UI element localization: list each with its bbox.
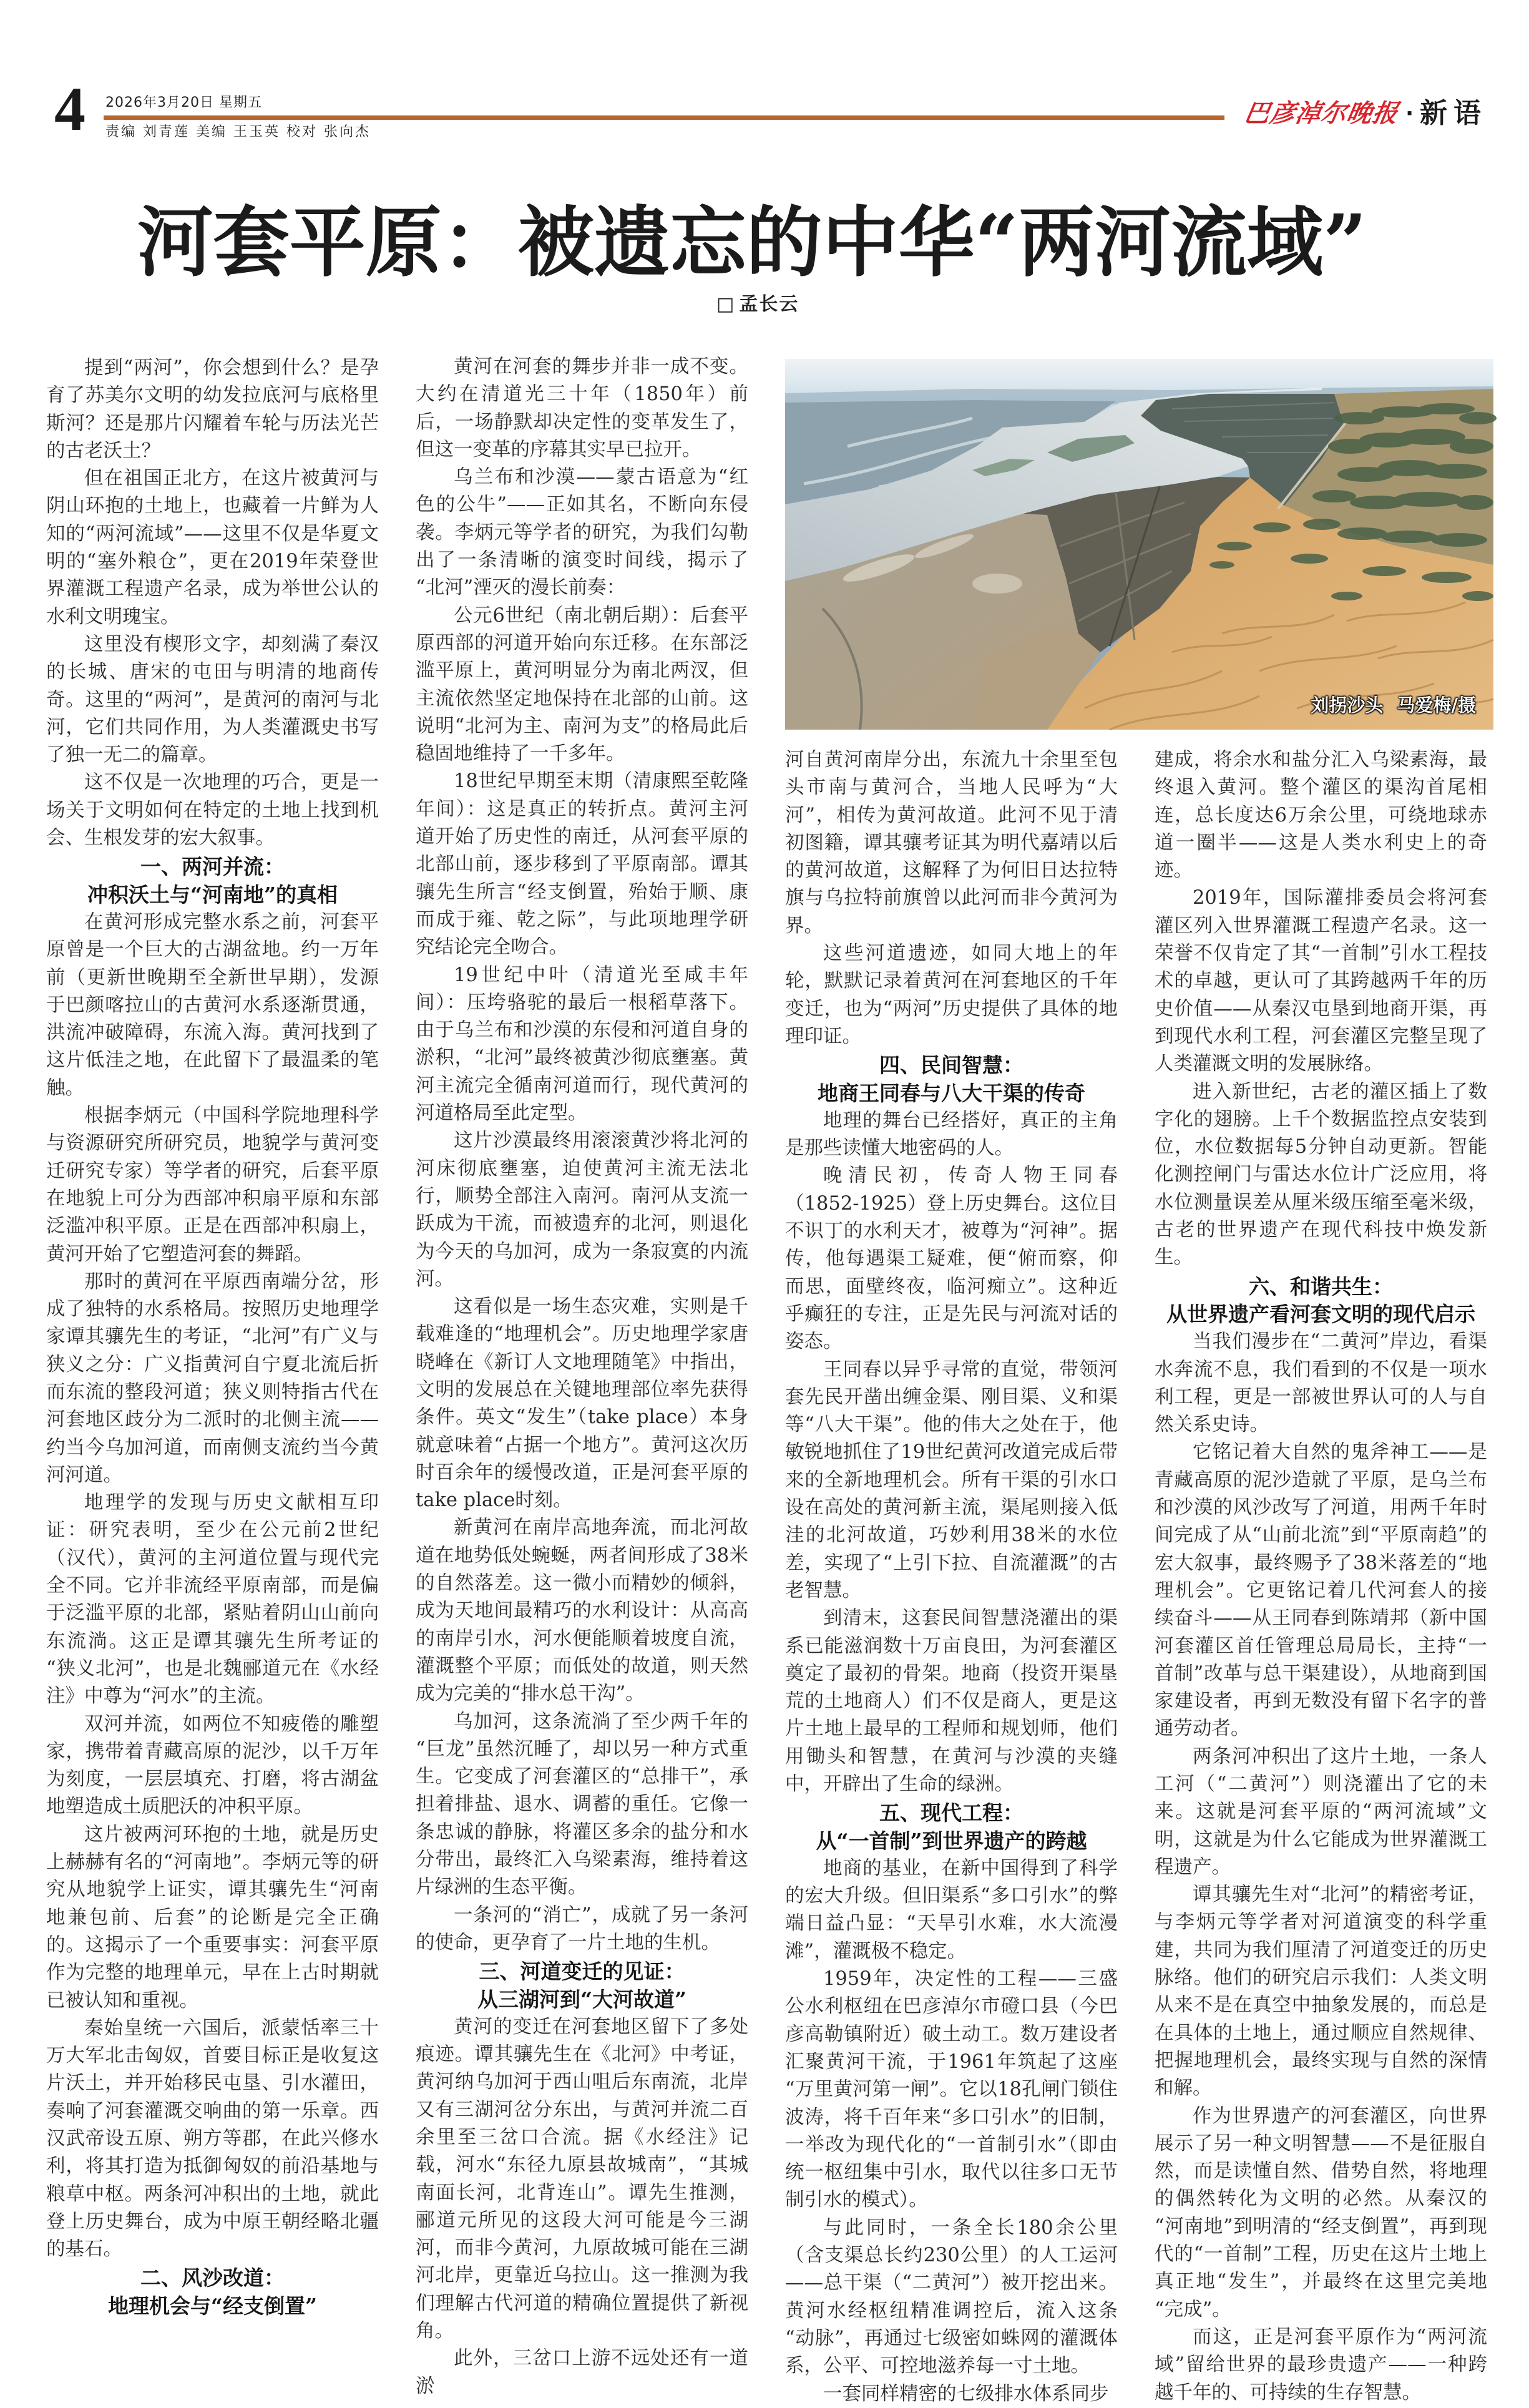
section-heading-number: 二、风沙改道：: [140, 2266, 285, 2291]
paragraph: 与此同时，一条全长180余公里（含支渠总长约230公里）的人工运河——总干渠（“二黄河”）被开挖出来。黄河水经枢纽精准调控后，流入这条“动脉”，再通过七级密如蛛网的灌溉体系，公平、可控地滋养每一寸土地。: [785, 2216, 1118, 2377]
paragraph: 新黄河在南岸高地奔流，而北河故道在地势低处蜿蜒，两者间形成了38米的自然落差。这一微小而精妙的倾斜，成为天地间最精巧的水利设计：从高高的南岸引水，河水便能顺着坡度自流，灌溉整个平原；而低处的故道，则天然成为完美的“排水总干沟”。: [416, 1517, 748, 1705]
article-column-3: [785, 746, 1118, 2408]
paragraph: 谭其骧先生对“北河”的精密考证，与李炳元等学者对河道演变的科学重建，共同为我们厘清了河道变迁的历史脉络。他们的研究启示我们：人类文明从来不是在真空中抽象发展的，而总是在具体的土地上，通过顺应自然规律、把握地理机会，最终实现与自然的深情和解。: [1155, 1884, 1487, 2100]
paragraph-continued: 河自黄河南岸分出，东流九十余里至包头市南与黄河合，当地人民呼为“大河”，相传为黄河故道。此河不见于清初图籍，谭其骧考证其为明代嘉靖以后的黄河故道，这解释了为何旧日达拉特旗与乌拉特前旗曾以此河而非今黄河为界。: [785, 749, 1118, 937]
section-heading: [416, 1958, 748, 2014]
paragraph: 而这，正是河套平原作为“两河流域”留给世界的最珍贵遗产——一种跨越千年的、可持续的生存智慧。: [1155, 2326, 1487, 2404]
header-rule: [104, 115, 1224, 120]
paragraph: 根据李炳元（中国科学院地理科学与资源研究所研究员，地貌学与黄河变迁研究专家）等学者的研究，后套平原在地貌上可分为西部冲积扇平原和东部泛滥冲积平原。正是在西部冲积扇上，黄河开始了它塑造河套的舞蹈。: [46, 1105, 379, 1265]
paragraph: 这片被两河环抱的土地，就是历史上赫赫有名的“河南地”。李炳元等的研究从地貌学上证实，谭其骧先生“河南地兼包前、后套”的论断是完全正确的。这揭示了一个重要事实：河套平原作为完整的地理单元，早在上古时期就已被认知和重视。: [46, 1823, 379, 2012]
section-heading: [785, 1052, 1118, 1107]
vegetation-patch: [1431, 533, 1487, 547]
masthead-logo: 巴彦淖尔晚报: [1242, 99, 1401, 128]
section-heading-number: 六、和谐共生：: [1249, 1274, 1393, 1299]
paragraph: 地理学的发现与历史文献相互印证：研究表明，至少在公元前2世纪（汉代），黄河的主河道位置与现代完全不同。它并非流经平原南部，而是偏于泛滥平原的北部，紧贴着阴山山前向东流淌。这正是谭其骧先生所考证的“狭义北河”，也是北魏郦道元在《水经注》中尊为“河水”的主流。: [46, 1492, 379, 1708]
paragraph: 19世纪中叶（清道光至咸丰年间）：压垮骆驼的最后一根稻草落下。由于乌兰布和沙漠的东侵和河道自身的淤积，“北河”最终被黄沙彻底壅塞。黄河主流完全循南河道而行，现代黄河的河道格局至此定型。: [416, 964, 748, 1125]
paragraph: 两条河冲积出了这片土地，一条人工河（“二黄河”）则浇灌出了它的未来。这就是河套平原的“两河流域”文明，这就是为什么它能成为世界灌溉工程遗产。: [1155, 1745, 1487, 1878]
paragraph: 但在祖国正北方，在这片被黄河与阴山环抱的土地上，也藏着一片鲜为人知的“两河流域”——这里不仅是华夏文明的“塞外粮仓”，更在2019年荣登世界灌溉工程遗产名录，成为举世公认的水利文明瑰宝。: [46, 467, 379, 628]
section-heading-subtitle: 从三湖河到“大河故道”: [477, 1987, 686, 2012]
paragraph-continued: 建成，将余水和盐分汇入乌梁素海，最终退入黄河。整个灌区的渠沟首尾相连，总长度达6万余公里，可绕地球赤道一圈半——这是人类水利史上的奇迹。: [1155, 749, 1487, 882]
paragraph: 2019年，国际灌排委员会将河套灌区列入世界灌溉工程遗产名录。这一荣誉不仅肯定了其“一首制”引水工程技术的卓越，更认可了其跨越两千年的历史价值——从秦汉屯垦到地商开渠，再到现代水利工程，河套灌区完整呈现了人类灌溉文明的发展脉络。: [1155, 887, 1487, 1075]
article-column-1: [46, 355, 379, 2320]
vegetation-patch: [1362, 566, 1406, 576]
section-heading-number: 五、现代工程：: [879, 1801, 1023, 1826]
paragraph: 这看似是一场生态灾难，实则是千载难逢的“地理机会”。历史地理学家唐晓峰在《新订人文地理随笔》中指出，文明的发展总在关键地理部位率先获得条件。英文“发生”（take place）本身就意味着“占据一个地方”。黄河这次历时百余年的缓慢改道，正是河套平原的take place时刻。: [416, 1296, 748, 1512]
paragraph: 提到“两河”，你会想到什么？是孕育了苏美尔文明的幼发拉底河与底格里斯河？还是那片闪耀着车轮与历法光芒的古老沃土？: [46, 357, 379, 462]
section-heading-subtitle: 地理机会与“经支倒置”: [108, 2293, 317, 2318]
paragraph: 乌加河，这条流淌了至少两千年的“巨龙”虽然沉睡了，却以另一种方式重生。它变成了河套灌区的“总排干”，承担着排盐、退水、调蓄的重任。它像一条忠诚的静脉，将灌区多余的盐分和水分带出，最终汇入乌梁素海，维持着这片绿洲的生态平衡。: [416, 1710, 748, 1899]
paragraph: 1959年，决定性的工程——三盛公水利枢纽在巴彦淖尔市磴口县（今巴彦高勒镇附近）破土动工。数万建设者汇聚黄河干流，于1961年筑起了这座“万里黄河第一闸”。它以18孔闸门锁住波涛，将千百年来“多口引水”的旧制，一举改为现代化的“一首制引水”（即由统一枢纽集中引水，取代以往多口无节制引水的模式）。: [785, 1968, 1118, 2211]
paragraph: 这不仅是一次地理的巧合，更是一场关于文明如何在特定的土地上找到机会、生根发芽的宏大叙事。: [46, 771, 379, 849]
article-title: 河套平原：被遗忘的中华“两河流域”: [137, 197, 1367, 287]
paragraph: 作为世界遗产的河套灌区，向世界展示了另一种文明智慧——不是征服自然，而是读懂自然、借势自然，将地理的偶然转化为文明的必然。从秦汉的“河南地”到明清的“经支倒置”，再到现代的“一首制”工程，历史在这片土地上真正地“发生”，并最终在这里完美地“完成”。: [1155, 2105, 1487, 2321]
paragraph: 到清末，这套民间智慧浇灌出的渠系已能滋润数十万亩良田，为河套灌区奠定了最初的骨架。地商（投资开渠垦荒的土地商人）们不仅是商人，更是这片土地上最早的工程师和规划师，他们用锄头和智慧，在黄河与沙漠的夹缝中，开辟出了生命的绿洲。: [785, 1607, 1118, 1795]
section-heading-subtitle: 冲积沃土与“河南地”的真相: [87, 882, 338, 907]
paragraph: 进入新世纪，古老的灌区插上了数字化的翅膀。上千个数据监控点安装到位，水位数据每5分钟自动更新。智能化测控闸门与雷达水位计广泛应用，将水位测量误差从厘米级压缩至毫米级，古老的世界遗产在现代科技中焕发新生。: [1155, 1080, 1487, 1269]
paragraph: 一套同样精密的七级排水体系同步: [823, 2382, 1109, 2405]
section-name: 新语: [1420, 97, 1487, 129]
paragraph: 王同春以异乎寻常的直觉，带领河套先民开凿出缠金渠、刚目渠、义和渠等“八大干渠”。他的伟大之处在于，他敏锐地抓住了19世纪黄河改道完成后带来的全新地理机会。所有干渠的引水口设在高处的黄河新主流，渠尾则接入低洼的北河故道，巧妙利用38米的水位差，实现了“上引下拉、自流灌溉”的古老智慧。: [785, 1358, 1118, 1602]
paragraph: 地理的舞台已经搭好，真正的主角是那些读懂大地密码的人。: [785, 1109, 1118, 1160]
paragraph: 黄河在河套的舞步并非一成不变。大约在清道光三十年（1850年）前后，一场静默却决定性的变革发生了，但这一变革的序幕其实早已拉开。: [416, 356, 748, 461]
paragraph: 当我们漫步在“二黄河”岸边，看渠水奔流不息，我们看到的不仅是一项水利工程，更是一部被世界认可的人与自然关系史诗。: [1155, 1331, 1487, 1436]
paragraph: 晚清民初，传奇人物王同春（1852-1925）登上历史舞台。这位目不识丁的水利天才，被尊为“河神”。据传，他每遇渠工疑难，便“俯而察，仰而思，面壁终夜，临河痴立”。这种近乎癫狂的专注，正是先民与河流对话的姿态。: [785, 1165, 1118, 1353]
byline-box-icon: □: [716, 293, 735, 315]
aerial-photo-graphic: [785, 359, 1493, 730]
paragraph: 它铭记着大自然的鬼斧神工——是青藏高原的泥沙造就了平原，是乌兰布和沙漠的风沙改写了河道，用两千年时间完成了从“山前北流”到“平原南趋”的宏大叙事，最终赐予了38米落差的“地理机会”。它更铭记着几代河套人的接续奋斗——从王同春到陈靖邦（新中国河套灌区首任管理总局局长，主持“一首制”改革与总干渠建设），从地商到国家建设者，再到无数没有留下名字的普通劳动者。: [1155, 1441, 1487, 1740]
section-heading: [46, 2264, 379, 2320]
vegetation-patch: [1253, 522, 1291, 532]
photo-caption: [1311, 695, 1476, 716]
section-heading-number: 三、河道变迁的见证：: [479, 1959, 685, 1984]
paragraph: 公元6世纪（南北朝后期）：后套平原西部的河道开始向东迁移。在东部泛滥平原上，黄河明显分为南北两汊，但主流依然坚定地保持在北部的山前。这说明“北河为主、南河为支”的格局此后稳固地维持了一千多年。: [416, 604, 748, 765]
paragraph: 双河并流，如两位不知疲倦的雕塑家，携带着青藏高原的泥沙，以千万年为刻度，一层层填充、打磨，将古湖盆地塑造成土质肥沃的冲积平原。: [46, 1713, 379, 1818]
article-column-2: [416, 353, 748, 2401]
vegetation-patch: [1425, 464, 1487, 479]
section-heading-subtitle: 从世界遗产看河套文明的现代启示: [1166, 1301, 1475, 1326]
paragraph: 这些河道遗迹，如同大地上的年轮，默默记录着黄河在河套地区的千年变迁，也为“两河”历史提供了具体的地理印证。: [785, 942, 1118, 1047]
mudflat-patch: [972, 574, 1022, 594]
vegetation-patch: [1291, 554, 1328, 564]
section-heading: [1155, 1273, 1487, 1329]
vegetation-patch: [1303, 519, 1341, 530]
paragraph: 黄河的变迁在河套地区留下了多处痕迹。谭其骧先生在《北河》中考证，黄河纳乌加河于西山咀后东南流，北岸又有三湖河岔分东出，与黄河并流二百余里至三岔口合流。据《水经注》记载，河水“东径九原县故城南”，“其城南面长河，北背连山”。谭先生推测，郦道元所见的这段大河可能是今三湖河，而非今黄河，九原故城可能在三湖河北岸，更靠近乌拉山。这一推测为我们理解古代河道的精确位置提供了新视角。: [416, 2015, 748, 2342]
vegetation-patch: [1209, 561, 1234, 569]
photo-caption-credit: 马爱梅/摄: [1397, 695, 1476, 716]
vegetation-patch: [1331, 592, 1362, 600]
paragraph: 此外，三岔口上游不远处还有一道淤: [416, 2347, 748, 2397]
section-heading: [785, 1799, 1118, 1855]
vegetation-patch: [1462, 591, 1493, 601]
photo-caption-place: 刘拐沙头: [1311, 695, 1384, 716]
section-heading-number: 一、两河并流：: [140, 854, 285, 879]
vegetation-patch: [1450, 439, 1493, 454]
paragraph: 一条河的“消亡”，成就了另一条河的使命，更孕育了一片土地的生机。: [416, 1904, 748, 1954]
vegetation-patch: [1312, 490, 1356, 502]
vegetation-patch: [1422, 572, 1472, 583]
section-heading-subtitle: 地商王同春与八大干渠的传奇: [818, 1080, 1085, 1105]
masthead-separator: ·: [1405, 101, 1414, 126]
vegetation-patch: [1337, 527, 1387, 540]
vegetation-patch: [1459, 412, 1497, 424]
byline: [716, 291, 799, 318]
section-heading: [46, 853, 379, 909]
author-name: 孟长云: [739, 293, 799, 315]
paragraph: 这里没有楔形文字，却刻满了秦汉的长城、唐宋的屯田与明清的地商传奇。这里的“两河”，是黄河的南河与北河，它们共同作用，为人类灌溉史书写了独一无二的篇章。: [46, 633, 379, 766]
paragraph: 在黄河形成完整水系之前，河套平原曾是一个巨大的古湖盆地。约一万年前（更新世晚期至全新世早期），发源于巴颜喀拉山的古黄河水系逐渐贯通，洪流冲破障碍，东流入海。黄河找到了这片低洼之地，在此留下了最温柔的笔触。: [46, 911, 379, 1099]
paragraph: 那时的黄河在平原西南端分岔，形成了独特的水系格局。按照历史地理学家谭其骧先生的考证，“北河”有广义与狭义之分：广义指黄河自宁夏北流后折而东流的整段河道；狭义则特指古代在河套地区歧分为二派时的北侧主流——约当今乌加河道，而南侧支流约当今黄河河道。: [46, 1270, 379, 1486]
vegetation-patch: [1419, 403, 1475, 414]
vegetation-patch: [1217, 542, 1252, 551]
aerial-photo: [785, 359, 1493, 730]
paragraph: 乌兰布和沙漠——蒙古语意为“红色的公牛”——正如其名，不断向东侵袭。李炳元等学者的研究，为我们勾勒出了一条清晰的演变时间线，揭示了“北河”湮灭的漫长前奏：: [416, 466, 748, 599]
editor-credits: 责编 刘青莲 美编 王玉英 校对 张向杰: [105, 124, 371, 140]
paragraph: 地商的基业，在新中国得到了科学的宏大升级。但旧渠系“多口引水”的弊端日益凸显：“天旱引水难，水大流漫滩”，灌溉极不稳定。: [785, 1857, 1118, 1962]
vegetation-patch: [1381, 531, 1437, 543]
masthead: [1244, 95, 1487, 132]
section-heading-subtitle: 从“一首制”到世界遗产的跨越: [816, 1828, 1087, 1853]
paragraph: 秦始皇统一六国后，派蒙恬率三十万大军北击匈奴，首要目标正是收复这片沃土，并开始移民屯垦、引水灌田，奏响了河套灌溉交响曲的第一乐章。西汉武帝设五原、朔方等郡，在此兴修水利，将其打造为抵御匈奴的前沿基地与粮草中枢。两条河冲积出的土地，就此登上历史舞台，成为中原王朝经略北疆的基石。: [46, 2017, 379, 2261]
section-heading-number: 四、民间智慧：: [879, 1053, 1023, 1078]
paragraph: 这片沙漠最终用滚滚黄沙将北河的河床彻底壅塞，迫使黄河主流无法北行，顺势全部注入南河。南河从支流一跃成为干流，而被遗弃的北河，则退化为今天的乌加河，成为一条寂寞的内流河。: [416, 1130, 748, 1290]
vegetation-patch: [1456, 495, 1493, 510]
article-column-4: [1155, 746, 1487, 2407]
paragraph: 18世纪早期至末期（清康熙至乾隆年间）：这是真正的转折点。黄河主河道开始了历史性的南迁，从河套平原的北部山前，逐步移到了平原南部。谭其骧先生所言“经支倒置，殆始于顺、康而成于雍、乾之际”，与此项地理学研究结论完全吻合。: [416, 770, 748, 959]
issue-date: 2026年3月20日 星期五: [105, 95, 262, 110]
vegetation-patch: [1394, 492, 1462, 507]
page-number: 4: [54, 74, 85, 144]
